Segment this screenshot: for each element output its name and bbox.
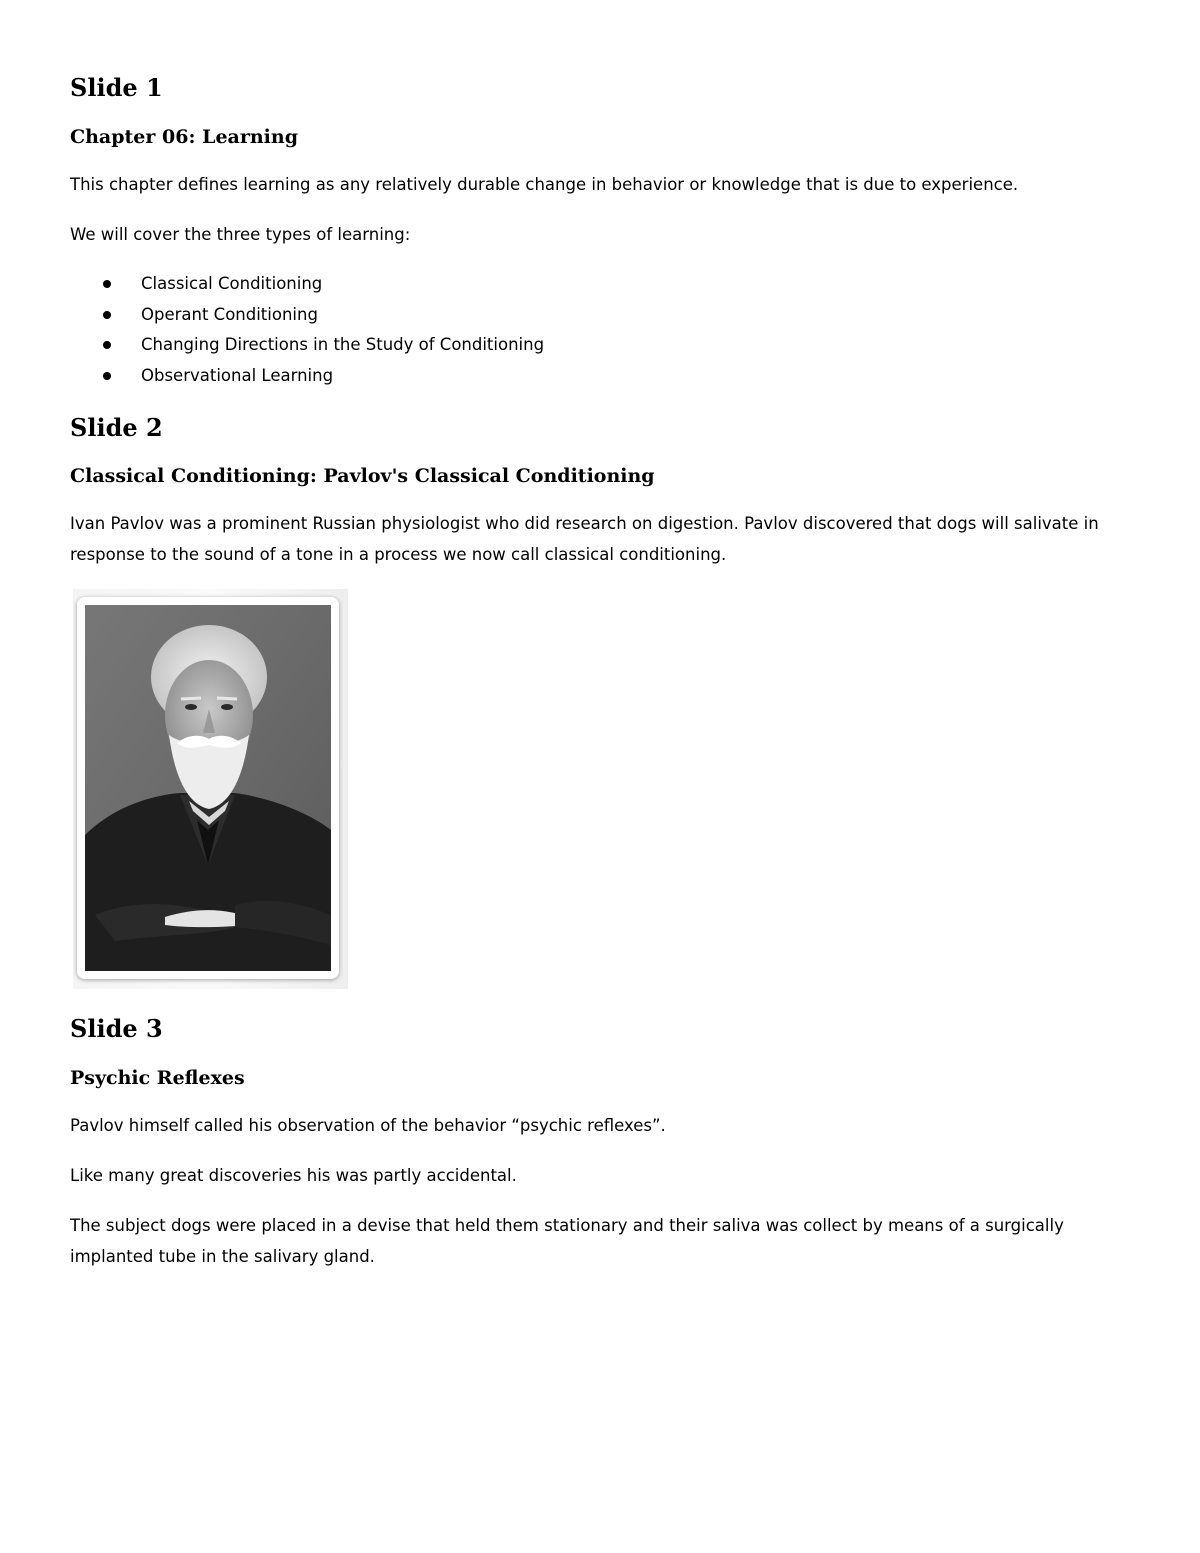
pavlov-portrait-image — [85, 605, 331, 971]
slide-2-heading: Slide 2 — [70, 413, 163, 442]
pavlov-photo — [73, 589, 348, 989]
slide-3-paragraph-3: The subject dogs were placed in a devise that held them stationary and their saliva was collect by means of a surgically implanted tube in the salivary gland. — [70, 1216, 1064, 1266]
slide-2-subheading: Classical Conditioning: Pavlov's Classical Conditioning — [70, 465, 655, 487]
slide-1-paragraph-2: We will cover the three types of learning: — [70, 225, 411, 244]
learning-types-list — [70, 269, 544, 391]
slide-1-paragraph-1: This chapter defines learning as any relatively durable change in behavior or knowledge that is due to experience. — [70, 175, 1019, 194]
slide-3-paragraph-1: Pavlov himself called his observation of the behavior “psychic reflexes”. — [70, 1116, 666, 1135]
list-item-text: Changing Directions in the Study of Conditioning — [141, 335, 545, 354]
list-item-text: Observational Learning — [141, 365, 334, 385]
slide-2-paragraph-1: Ivan Pavlov was a prominent Russian physiologist who did research on digestion. Pavlov discovered that dogs will salivate in response to the sound of a tone in a process we now call classical conditioning. — [70, 514, 1099, 564]
bullet-icon — [103, 311, 111, 319]
slide-3-heading: Slide 3 — [70, 1014, 163, 1043]
slide-3-subheading: Psychic Reflexes — [70, 1067, 245, 1089]
slide-1-subheading: Chapter 06: Learning — [70, 126, 298, 148]
bullet-icon — [103, 280, 111, 288]
bullet-icon — [103, 372, 111, 380]
slide-3-paragraph-2: Like many great discoveries his was partly accidental. — [70, 1166, 517, 1185]
bullet-icon — [103, 341, 111, 349]
list-item — [70, 269, 544, 300]
list-item — [70, 330, 544, 361]
list-item — [70, 300, 544, 331]
slide-1-heading: Slide 1 — [70, 73, 163, 102]
list-item-text: Classical Conditioning — [141, 274, 323, 293]
list-item — [70, 361, 544, 392]
list-item-text: Operant Conditioning — [141, 304, 318, 324]
photo-frame — [77, 597, 339, 979]
